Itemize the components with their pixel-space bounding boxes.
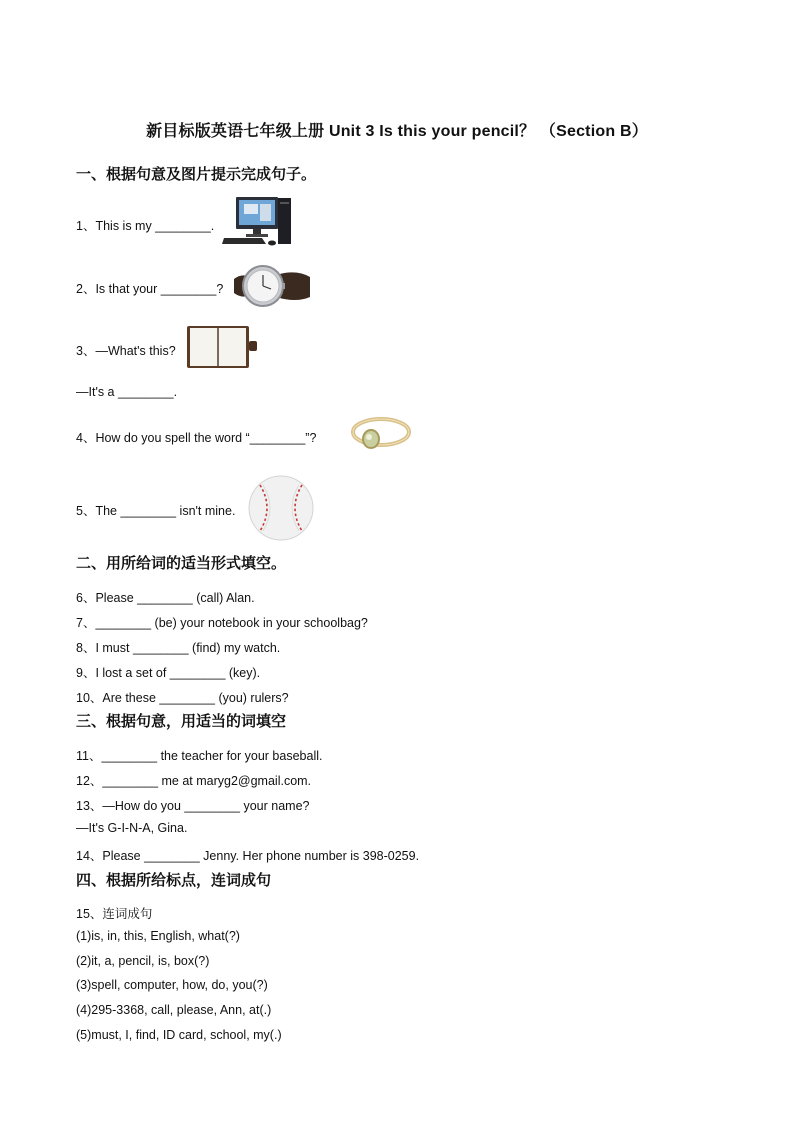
question-3: 3、—What's this? xyxy=(76,344,176,358)
question-15: 15、连词成句 xyxy=(76,907,153,921)
question-7: 7、________ (be) your notebook in your schoolbag? xyxy=(76,616,368,630)
question-5: 5、The ________ isn't mine. xyxy=(76,504,236,518)
question-14: 14、Please ________ Jenny. Her phone number is 398-0259. xyxy=(76,849,420,863)
sentence-1: (1)is, in, this, English, what(?) xyxy=(76,929,240,943)
ring-icon xyxy=(333,412,417,456)
question-8: 8、I must ________ (find) my watch. xyxy=(76,641,281,655)
page-title: 新目标版英语七年级上册 Unit 3 Is this your pencil？ （Section B） xyxy=(146,123,648,140)
question-11: 11、________ the teacher for your baseball. xyxy=(76,749,323,763)
sentence-5: (5)must, I, find, ID card, school, my(.) xyxy=(76,1028,282,1042)
watch-icon xyxy=(232,263,312,309)
sentence-2: (2)it, a, pencil, is, box(?) xyxy=(76,954,210,968)
question-13: 13、—How do you ________ your name? xyxy=(76,799,310,813)
question-10: 10、Are these ________ (you) rulers? xyxy=(76,691,289,705)
notebook-icon xyxy=(185,323,259,371)
question-12: 12、________ me at maryg2@gmail.com. xyxy=(76,774,312,788)
question-4: 4、How do you spell the word “________”? xyxy=(76,431,317,445)
section-1-heading: 一、根据句意及图片提示完成句子。 xyxy=(76,165,317,183)
question-2: 2、Is that your ________? xyxy=(76,282,224,296)
question-3-answer: —It's a ________. xyxy=(76,385,178,399)
question-13-answer: —It's G-I-N-A, Gina. xyxy=(76,821,188,835)
question-1: 1、This is my ________. xyxy=(76,219,215,233)
question-6: 6、Please ________ (call) Alan. xyxy=(76,591,255,605)
computer-icon xyxy=(222,194,294,248)
sentence-4: (4)295-3368, call, please, Ann, at(.) xyxy=(76,1003,272,1017)
baseball-icon xyxy=(244,473,318,543)
section-2-heading: 二、用所给词的适当形式填空。 xyxy=(76,554,287,572)
section-4-heading: 四、根据所给标点，连词成句 xyxy=(76,871,272,889)
question-9: 9、I lost a set of ________ (key). xyxy=(76,666,261,680)
sentence-3: (3)spell, computer, how, do, you(?) xyxy=(76,978,268,992)
section-3-heading: 三、根据句意，用适当的词填空 xyxy=(76,712,287,730)
